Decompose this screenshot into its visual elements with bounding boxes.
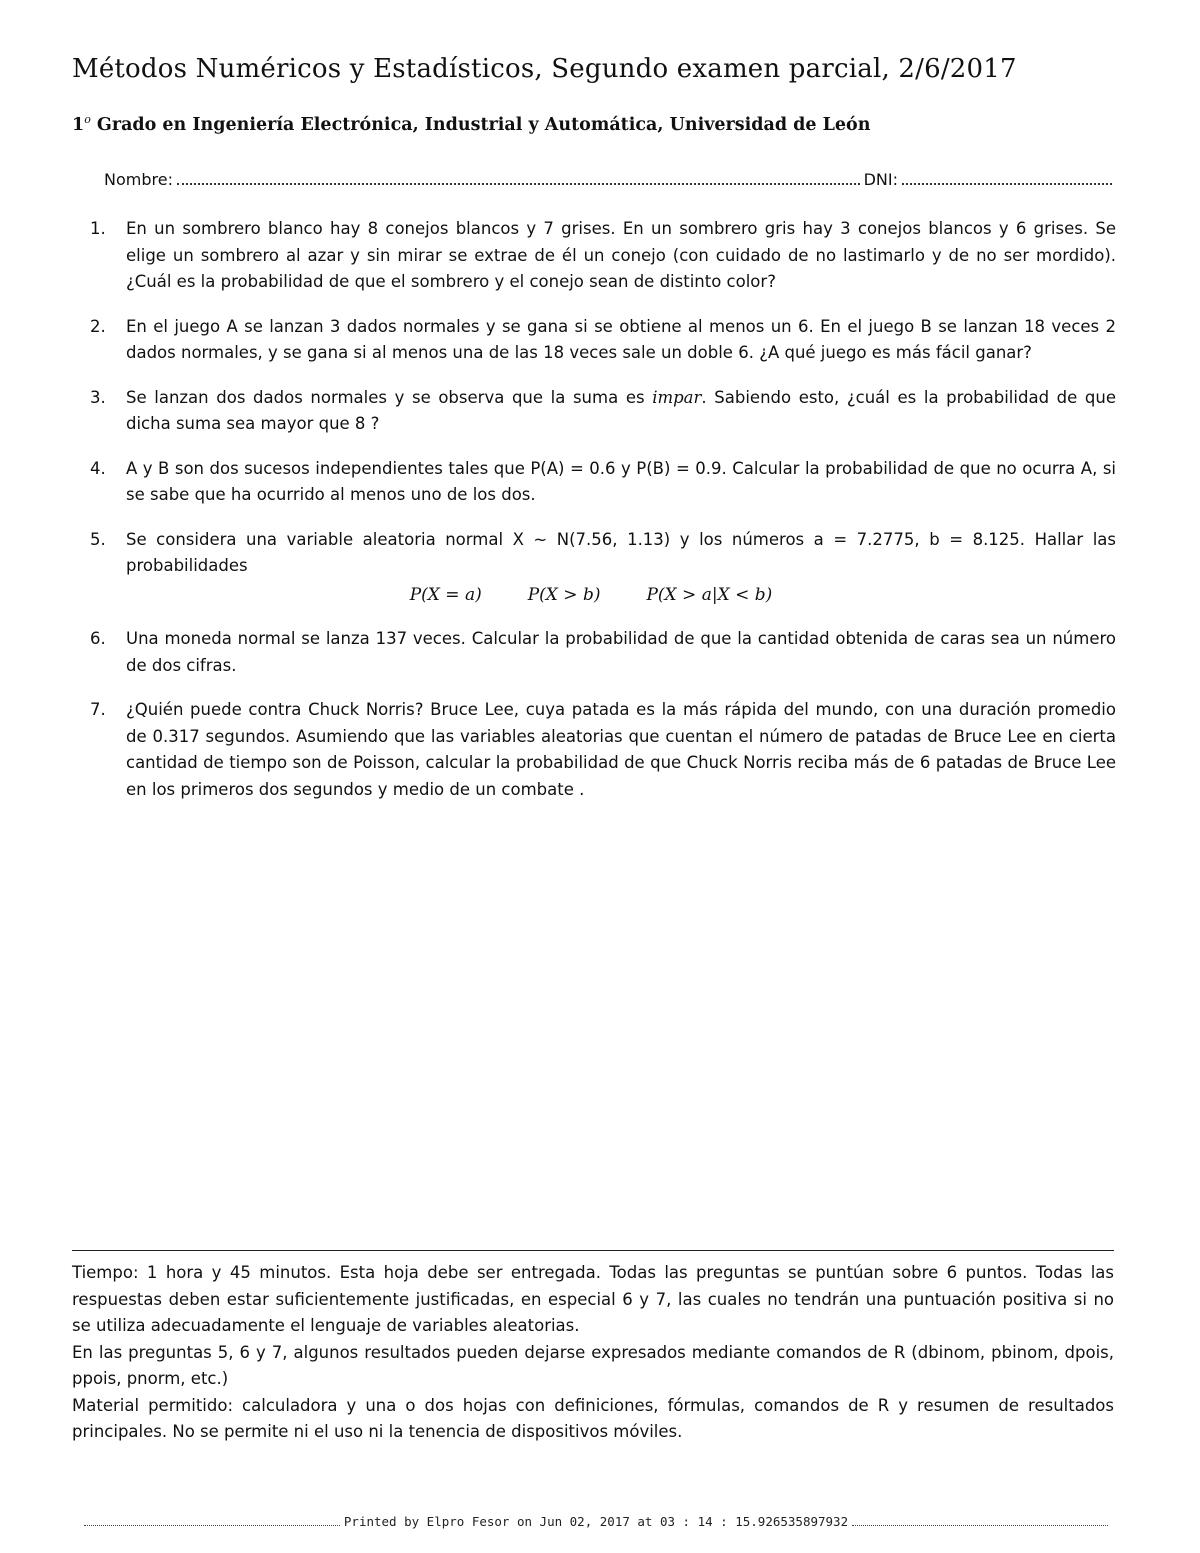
instruction-r-commands: En las preguntas 5, 6 y 7, algunos resultados pueden dejarse expresados mediante comandos de R (dbinom, pbinom, dpois, ppois, pnorm, etc.): [72, 1342, 1114, 1388]
instruction-materials: Material permitido: calculadora y una o dos hojas con definiciones, fórmulas, comandos de R y resumen de resultados principales. No se permite ni el uso ni la tenencia de dispositivos móviles.: [72, 1395, 1114, 1441]
question-3: [90, 385, 1116, 438]
instruction-time: Tiempo: 1 hora y 45 minutos. Esta hoja debe ser entregada. Todas las preguntas se puntúan sobre 6 puntos. Todas las respuestas deben estar suficientemente justificadas, en especial 6 y 7, las cuales no tendrán una puntuación positiva si no se utiliza adecuadamente el lenguaje de variables aleatorias.: [72, 1263, 1114, 1335]
footer-divider: [72, 1250, 1114, 1251]
exam-subtitle: [72, 113, 1132, 135]
question-number: 6.: [90, 629, 106, 648]
question-number: 3.: [90, 387, 106, 407]
subtitle-degree: Grado en Ingeniería Electrónica, Industrial y Automática, Universidad de León: [90, 114, 871, 135]
question-text: Una moneda normal se lanza 137 veces. Calcular la probabilidad de que la cantidad obtenida de caras sea un número de dos cifras.: [126, 629, 1116, 675]
dni-field[interactable]: [902, 169, 1112, 185]
question-1: [90, 216, 1116, 296]
subtitle-year: 1: [72, 114, 85, 135]
question-text: ¿Quién puede contra Chuck Norris? Bruce Lee, cuya patada es la más rápida del mundo, con una duración promedio de 0.317 segundos. Asumiendo que las variables aleatorias que cuentan el número de patadas de Bruce Lee en cierta cantidad de tiempo son de Poisson, calcular la probabilidad de que Chuck Norris reciba más de 6 patadas de Bruce Lee en los primeros dos segundos y medio de un combate .: [126, 700, 1116, 799]
question-7: [90, 697, 1116, 803]
question-6: [90, 626, 1116, 679]
question-text: A y B son dos sucesos independientes tales que P(A) = 0.6 y P(B) = 0.9. Calcular la probabilidad de que no ocurra A, si se sabe que ha ocurrido al menos uno de los dos.: [126, 458, 1116, 504]
question-4: [90, 456, 1116, 509]
question-number: 7.: [90, 700, 106, 719]
question-text: En el juego A se lanzan 3 dados normales y se gana si se obtiene al menos un 6. En el juego B se lanzan 18 veces 2 dados normales, y se gana si al menos una de las 18 veces sale un doble 6. ¿A qué juego es más fácil ganar?: [126, 316, 1116, 362]
exam-title: Métodos Numéricos y Estadísticos, Segundo examen parcial, 2/6/2017: [72, 54, 1017, 84]
question-5: [90, 527, 1116, 609]
formula-greater-b: P(X > b): [527, 584, 601, 605]
formula-conditional: P(X > a|X < b): [646, 584, 773, 605]
question-number: 1.: [90, 219, 106, 238]
question-list: [90, 216, 1116, 821]
question-text-start: Se lanzan dos dados normales y se observa que la suma es: [126, 387, 653, 407]
name-field[interactable]: [177, 169, 860, 185]
question-number: 5.: [90, 529, 106, 549]
question-number: 2.: [90, 316, 106, 336]
question-text: [126, 385, 1116, 438]
question-text: En un sombrero blanco hay 8 conejos blancos y 7 grises. En un sombrero gris hay 3 conejos blancos y 6 grises. Se elige un sombrero al azar y sin mirar se extrae de él un conejo (con cuidado de no lastimarlo y de no ser mordido). ¿Cuál es la probabilidad de que el sombrero y el conejo sean de distinto color?: [126, 219, 1116, 291]
print-footer-text: Printed by Elpro Fesor on Jun 02, 2017 at 03 : 14 : 15.926535897932: [343, 1514, 849, 1529]
name-label: Nombre:: [104, 170, 173, 189]
question-text-end: . Sabiendo esto, ¿cuál es la probabilidad de que dicha suma sea mayor que 8 ?: [126, 387, 1116, 433]
print-footer-dots-left: [84, 1516, 340, 1526]
print-footer-dots-right: [852, 1516, 1108, 1526]
question-number: 4.: [90, 458, 106, 478]
student-info-line: [104, 169, 1116, 193]
dni-label: DNI:: [863, 170, 898, 189]
formula-equal-a: P(X = a): [409, 584, 482, 605]
question-2: [90, 314, 1116, 367]
probability-formulas: [66, 582, 1116, 609]
question-emphasis: impar: [652, 387, 702, 407]
question-text: Se considera una variable aleatoria normal X ∼ N(7.56, 1.13) y los números a = 7.2775, b = 8.125. Hallar las probabilidades: [126, 529, 1116, 575]
question-body: [126, 527, 1116, 609]
exam-instructions: [72, 1260, 1114, 1446]
print-footer: [80, 1514, 1112, 1529]
subtitle-ordinal: o: [84, 113, 91, 126]
